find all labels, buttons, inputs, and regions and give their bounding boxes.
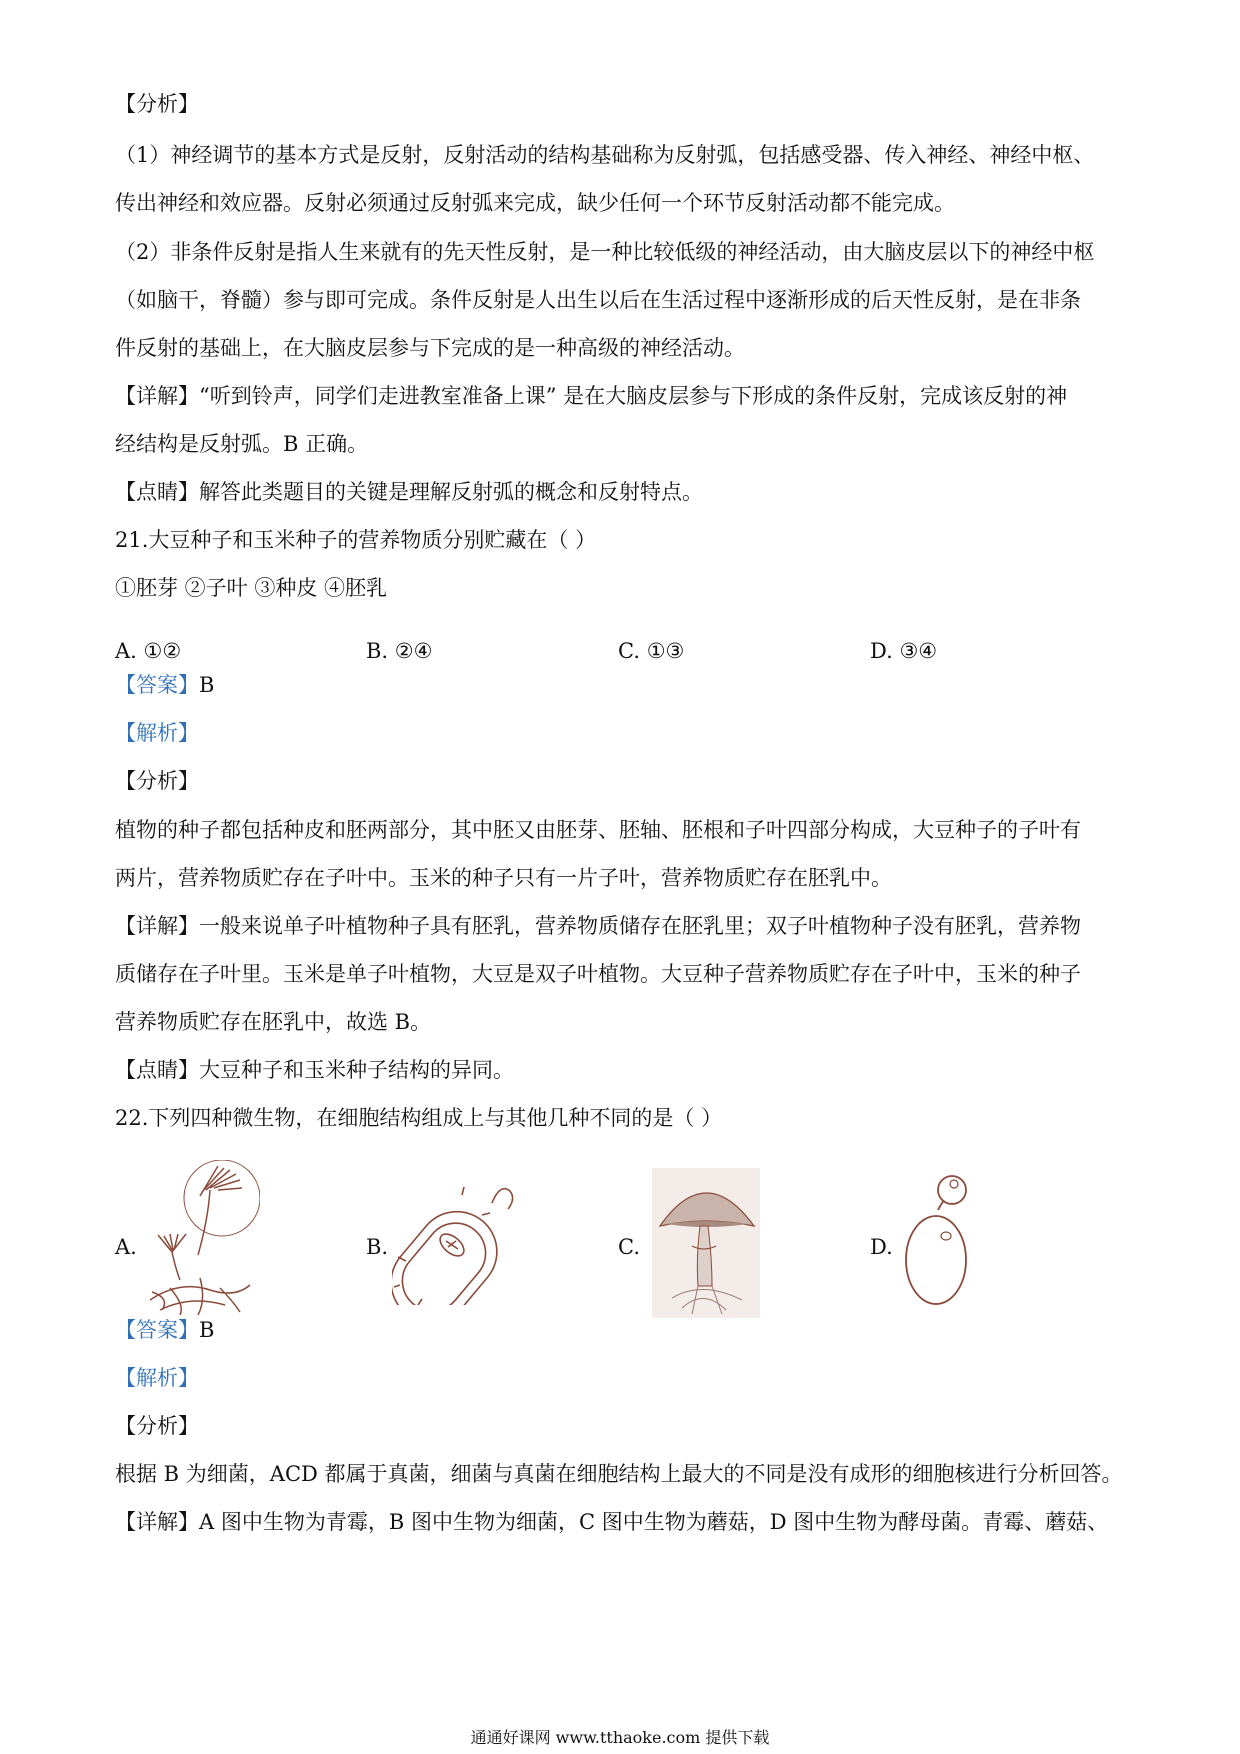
explanation-heading [115, 719, 1135, 747]
paragraph-line: （如脑干，脊髓）参与即可完成。条件反射是人出生以后在生活过程中逐渐形成的后天性反射，是在非条 [115, 288, 1081, 312]
comment-line: 【点睛】大豆种子和玉米种子结构的异同。 [115, 1058, 514, 1082]
section-value: B [199, 673, 215, 697]
detail-line: 【详解】A 图中生物为青霉，B 图中生物为细菌，C 图中生物为蘑菇，D 图中生物为酵母菌。青霉、蘑菇、 [115, 1510, 1109, 1534]
q22-option-d-label[interactable]: D. [870, 1235, 893, 1259]
yeast-picture [900, 1170, 980, 1310]
page-footer: 通通好课网 www.tthaoke.com 提供下载 [470, 1728, 770, 1747]
option-label: A. [115, 639, 137, 663]
section-tag: 【答案】 [115, 673, 199, 697]
answer-line [115, 1316, 1135, 1344]
option-text: ①② [143, 639, 182, 663]
option-label: B. [366, 639, 389, 663]
detail-line: 经结构是反射弧。B 正确。 [115, 432, 369, 456]
detail-line: 【详解】一般来说单子叶植物种子具有胚乳，营养物质储存在胚乳里；双子叶植物种子没有胚乳，营养物 [115, 914, 1081, 938]
q21-option-b[interactable] [366, 637, 432, 665]
paragraph-line: （1）神经调节的基本方式是反射，反射活动的结构基础称为反射弧，包括感受器、传入神经、神经中枢、 [115, 143, 1095, 167]
bacterium-picture [392, 1175, 522, 1305]
analysis-heading: 【分析】 [115, 92, 199, 116]
q22-option-c-label[interactable]: C. [618, 1235, 640, 1259]
option-label: D. [870, 639, 893, 663]
explanation-heading [115, 1364, 1135, 1392]
paragraph-line: 传出神经和效应器。反射必须通过反射弧来完成，缺少任何一个环节反射活动都不能完成。 [115, 191, 955, 215]
analysis-heading: 【分析】 [115, 1414, 199, 1438]
paragraph-line: 两片，营养物质贮存在子叶中。玉米的种子只有一片子叶，营养物质贮存在胚乳中。 [115, 866, 892, 890]
mushroom-picture [652, 1168, 760, 1318]
q21-option-c[interactable] [618, 637, 684, 665]
section-tag: 【解析】 [115, 1366, 199, 1390]
detail-line: 【详解】“听到铃声，同学们走进教室准备上课” 是在大脑皮层参与下形成的条件反射，完成该反射的神 [115, 384, 1068, 408]
question-22: 22.下列四种微生物，在细胞结构组成上与其他几种不同的是（ ） [115, 1106, 723, 1130]
q22-option-a-label[interactable]: A. [115, 1235, 137, 1259]
q22-option-b-label[interactable]: B. [366, 1235, 389, 1259]
comment-line: 【点睛】解答此类题目的关键是理解反射弧的概念和反射特点。 [115, 480, 703, 504]
analysis-heading: 【分析】 [115, 769, 199, 793]
detail-line: 质储存在子叶里。玉米是单子叶植物，大豆是双子叶植物。大豆种子营养物质贮存在子叶中，玉米的种子 [115, 962, 1081, 986]
section-value: B [199, 1318, 215, 1342]
penicillium-picture [140, 1160, 260, 1315]
answer-line [115, 671, 1135, 699]
question-21: 21.大豆种子和玉米种子的营养物质分别贮藏在（ ） [115, 528, 597, 552]
paragraph-line: 根据 B 为细菌，ACD 都属于真菌，细菌与真菌在细胞结构上最大的不同是没有成形的细胞核进行分析回答。 [115, 1462, 1123, 1486]
paragraph-line: （2）非条件反射是指人生来就有的先天性反射，是一种比较低级的神经活动，由大脑皮层以下的神经中枢 [115, 240, 1095, 264]
detail-line: 营养物质贮存在胚乳中，故选 B。 [115, 1010, 432, 1034]
option-text: ②④ [394, 639, 433, 663]
question-21-choices: ①胚芽 ②子叶 ③种皮 ④胚乳 [115, 576, 388, 600]
paragraph-line: 植物的种子都包括种皮和胚两部分，其中胚又由胚芽、胚轴、胚根和子叶四部分构成，大豆种子的子叶有 [115, 818, 1081, 842]
section-tag: 【解析】 [115, 721, 199, 745]
q21-option-d[interactable] [870, 637, 937, 665]
section-tag: 【答案】 [115, 1318, 199, 1342]
option-text: ③④ [899, 639, 938, 663]
option-label: C. [618, 639, 640, 663]
option-text: ①③ [646, 639, 685, 663]
paragraph-line: 件反射的基础上，在大脑皮层参与下完成的是一种高级的神经活动。 [115, 336, 745, 360]
q21-option-a[interactable] [115, 637, 181, 665]
